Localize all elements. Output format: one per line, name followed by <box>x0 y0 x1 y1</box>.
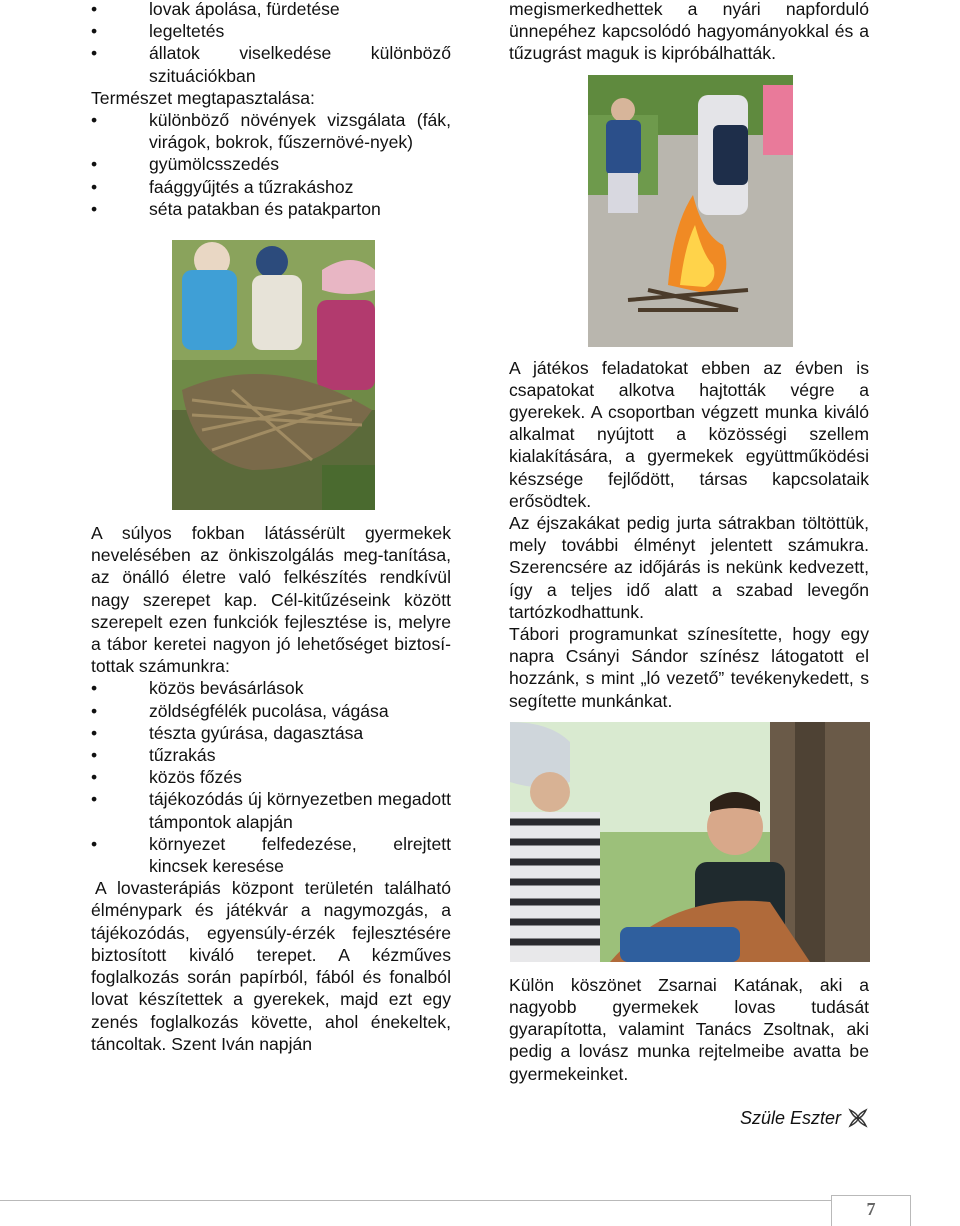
photo-children-branches <box>172 240 375 510</box>
list-item: • különböző növények vizsgálata (fák, virágok, bokrok, fűszernövé-nyek) <box>91 109 451 153</box>
paragraph-solstice: megismerkedhettek a nyári napforduló ünnepéhez kapcsolódó hagyományokkal és a tűzugrást maguk is kipróbálhatták. <box>509 0 869 64</box>
list-item: • lovak ápolása, fürdetése <box>91 0 451 20</box>
author-name: Szüle Eszter <box>739 1107 841 1128</box>
footer-rule <box>0 1200 831 1201</box>
paragraph-yurts: Az éjszakákat pedig jurta sátrakban töltöttük, mely további élményt jelentett számukra. Szerencsére az időjárás is nekünk kedvezett, így a teljes idő alatt a szabad levegőn tartózkodhattunk. <box>509 513 869 622</box>
list-item: • közös főzés <box>91 766 451 788</box>
nature-list <box>91 109 451 220</box>
list-item: • gyümölcsszedés <box>91 153 451 175</box>
list-item: • zöldségfélék pucolása, vágása <box>91 700 451 722</box>
list-item: • környezet felfedezése, elrejtett kincsek keresése <box>91 833 451 877</box>
nature-heading: Természet megtapasztalása: <box>91 87 315 108</box>
photo-campfire <box>588 75 793 347</box>
photo-horse-ride <box>510 722 870 962</box>
list-item: • legeltetés <box>91 20 451 42</box>
page-number: 7 <box>866 1199 876 1219</box>
list-item: • tájékozódás új környezetben megadott támpontok alapján <box>91 788 451 832</box>
list-item: • faággyűjtés a tűzrakáshoz <box>91 176 451 198</box>
list-item: • állatok viselkedése különböző szituációkban <box>91 42 451 86</box>
list-item: • séta patakban és patakparton <box>91 198 451 220</box>
paragraph-self-care: A súlyos fokban látássérült gyermekek nevelésében az önkiszolgálás meg-tanítása, az önálló életre való felkészítés rendkívül nagy szerepet kap. Cél-kitűzéseink között szerepelt ezen funkciók fejlesztése is, melyre a tábor keretei nagyon jó lehetőséget biztosí-tottak számunkra: <box>91 523 451 677</box>
self-care-list <box>91 677 451 877</box>
list-item: • tészta gyúrása, dagasztása <box>91 722 451 744</box>
left-column <box>91 0 451 1055</box>
paragraph-guest-actor: Tábori programunkat színesítette, hogy egy napra Csányi Sándor színész látogatott el hozzánk, s mint „ló vezető” tevékenykedett, s segítette munkánkat. <box>509 624 869 711</box>
ornament-icon <box>847 1107 869 1129</box>
list-item: • közös bevásárlások <box>91 677 451 699</box>
paragraph-riding-center: A lovasterápiás központ területén található élménypark és játékvár a nagymozgás, a tájékozódás, egyensúly-érzék fejlesztésére biztosított kiváló terepet. A kézműves foglalkozás során papírból, fából és fonalból lovat készítettek a gyerekek, majd ezt egy zenés foglalkozás követte, ahol énekeltek, táncoltak. Szent Iván napján <box>91 878 451 1054</box>
author-signature <box>509 1107 869 1129</box>
paragraph-thanks: Külön köszönet Zsarnai Katának, aki a nagyobb gyermekek lovas tudását gyarapította, valamint Tanács Zsoltnak, aki pedig a lovász munka rejtelmeibe avatta be gyermekeinket. <box>509 974 869 1084</box>
list-item: • tűzrakás <box>91 744 451 766</box>
horse-care-list <box>91 0 451 87</box>
right-column <box>509 0 869 1129</box>
paragraph-team-tasks: A játékos feladatokat ebben az évben is csapatokat alkotva hajtották végre a gyerekek. A csoportban végzett munka kiváló alkalmat nyújtott a közösségi szellem kialakítására, a gyermekek együttműködési készsége fejlődött, társas kapcsolataik erősödtek. <box>509 357 869 511</box>
